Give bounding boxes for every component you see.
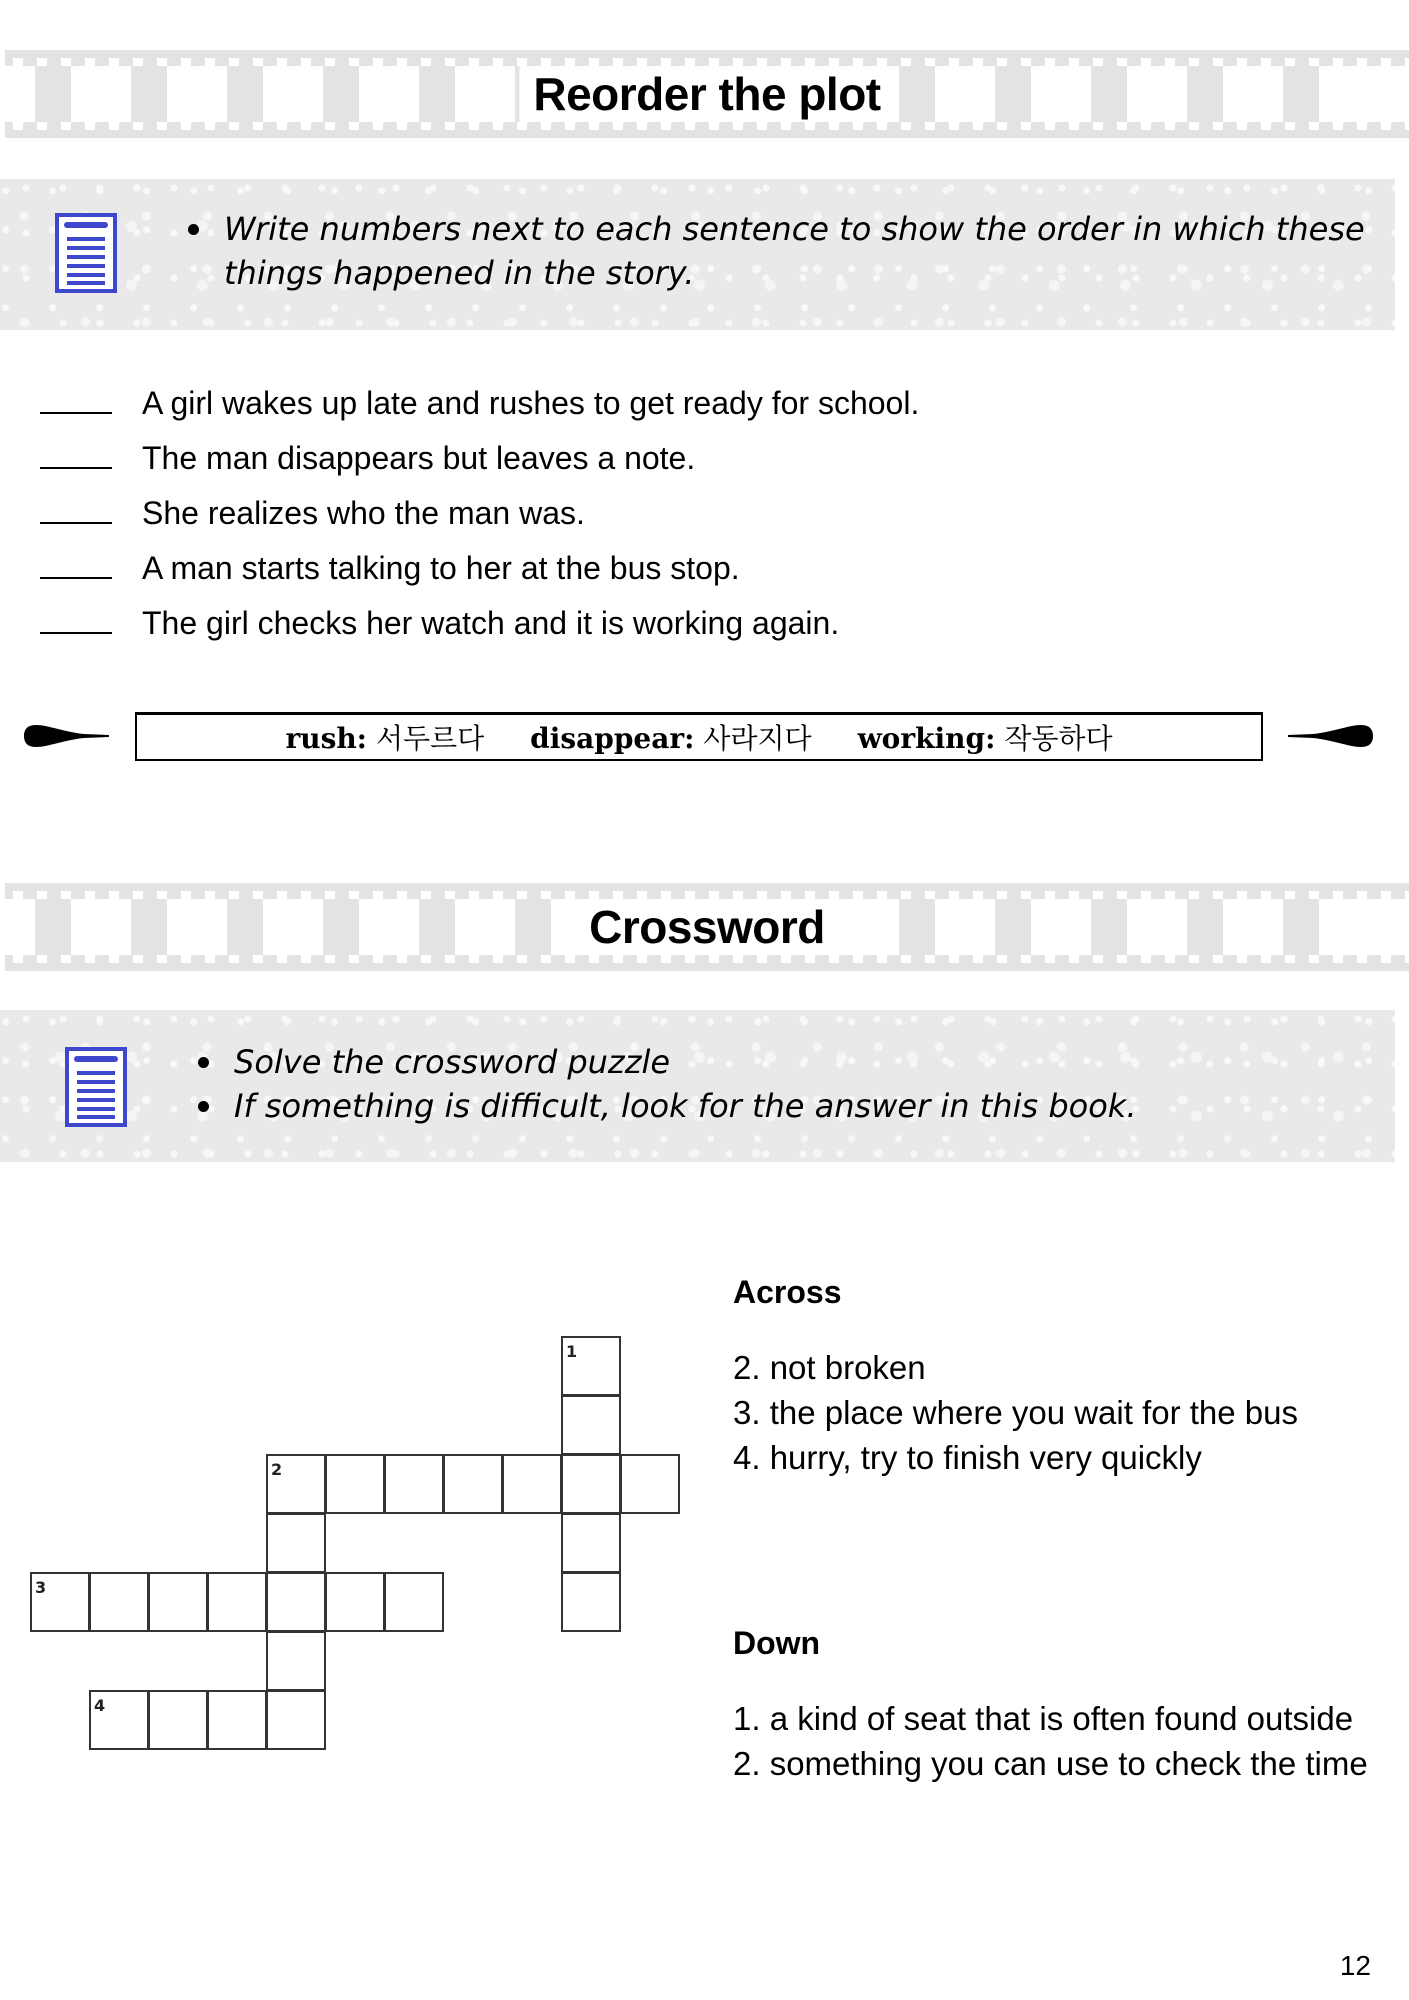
clue-number: 4 bbox=[94, 1696, 106, 1715]
clue-item: 2. something you can use to check the time bbox=[733, 1745, 1368, 1782]
decorative-arrow-left-icon bbox=[24, 721, 114, 751]
vocab-entry: working: 작동하다 bbox=[857, 722, 1113, 755]
crossword-cell[interactable] bbox=[561, 1336, 621, 1396]
order-blank[interactable] bbox=[40, 382, 112, 414]
vocab-entry: disappear: 사라지다 bbox=[530, 722, 812, 755]
plot-item bbox=[40, 547, 919, 602]
crossword-cell[interactable] bbox=[148, 1572, 208, 1632]
film-holes bbox=[5, 891, 1409, 899]
down-heading: Down bbox=[733, 1625, 821, 1661]
down-clues bbox=[733, 1621, 1373, 1786]
crossword-cell[interactable] bbox=[89, 1572, 149, 1632]
document-icon bbox=[65, 1047, 127, 1127]
clue-item: 4. hurry, try to finish very quickly bbox=[733, 1439, 1202, 1476]
order-blank[interactable] bbox=[40, 437, 112, 469]
decorative-arrow-right-icon bbox=[1283, 721, 1373, 751]
clue-item: 1. a kind of seat that is often found outside bbox=[733, 1700, 1354, 1737]
film-holes bbox=[5, 122, 1409, 130]
vocab-entry: rush: 서두르다 bbox=[285, 722, 485, 755]
film-holes bbox=[5, 955, 1409, 963]
crossword-cell[interactable] bbox=[89, 1690, 149, 1750]
clue-number: 3 bbox=[35, 1578, 47, 1597]
crossword-cell[interactable] bbox=[266, 1631, 326, 1691]
crossword-cell[interactable] bbox=[502, 1454, 562, 1514]
film-holes bbox=[5, 58, 1409, 66]
crossword-cell[interactable] bbox=[325, 1454, 385, 1514]
crossword-cell[interactable] bbox=[30, 1572, 90, 1632]
order-blank[interactable] bbox=[40, 602, 112, 634]
page-number: 12 bbox=[1339, 1950, 1371, 1981]
instruction-box bbox=[0, 179, 1395, 330]
clue-number: 1 bbox=[566, 1342, 578, 1361]
crossword-cell[interactable] bbox=[561, 1513, 621, 1573]
plot-sentence: A girl wakes up late and rushes to get ready for school. bbox=[142, 385, 920, 421]
crossword-cell[interactable] bbox=[384, 1572, 444, 1632]
section-banner-crossword bbox=[5, 883, 1409, 971]
order-blank[interactable] bbox=[40, 547, 112, 579]
plot-sentence: The man disappears but leaves a note. bbox=[142, 440, 696, 476]
crossword-cell[interactable] bbox=[443, 1454, 503, 1514]
section-title: Reorder the plot bbox=[519, 66, 894, 122]
instruction-item: Solve the crossword puzzle bbox=[198, 1040, 1378, 1084]
plot-sentence: She realizes who the man was. bbox=[142, 495, 585, 531]
instruction-item: Write numbers next to each sentence to show the order in which these things happened in the story. bbox=[188, 207, 1368, 295]
crossword-cell[interactable] bbox=[266, 1454, 326, 1514]
instruction-box bbox=[0, 1010, 1395, 1162]
across-heading: Across bbox=[733, 1274, 842, 1310]
clue-number: 2 bbox=[271, 1460, 283, 1479]
plot-sentence: A man starts talking to her at the bus stop. bbox=[142, 550, 740, 586]
instruction-list bbox=[188, 207, 1368, 295]
crossword-cell[interactable] bbox=[148, 1690, 208, 1750]
crossword-cell[interactable] bbox=[266, 1690, 326, 1750]
instruction-list bbox=[198, 1040, 1378, 1128]
plot-item bbox=[40, 382, 919, 437]
plot-item bbox=[40, 437, 919, 492]
crossword-cell[interactable] bbox=[384, 1454, 444, 1514]
plot-sentence-list bbox=[40, 382, 919, 657]
across-clues bbox=[733, 1270, 1373, 1480]
plot-sentence: The girl checks her watch and it is working again. bbox=[142, 605, 840, 641]
vocabulary-box bbox=[135, 712, 1263, 761]
crossword-cell[interactable] bbox=[207, 1690, 267, 1750]
instruction-item: If something is difficult, look for the answer in this book. bbox=[198, 1084, 1378, 1128]
crossword-cell[interactable] bbox=[561, 1395, 621, 1455]
crossword-cell[interactable] bbox=[266, 1572, 326, 1632]
plot-item bbox=[40, 602, 919, 657]
clue-item: 3. the place where you wait for the bus bbox=[733, 1394, 1298, 1431]
crossword-cell[interactable] bbox=[325, 1572, 385, 1632]
plot-item bbox=[40, 492, 919, 547]
crossword-cell[interactable] bbox=[207, 1572, 267, 1632]
crossword-cell[interactable] bbox=[266, 1513, 326, 1573]
crossword-cell[interactable] bbox=[620, 1454, 680, 1514]
crossword-cell[interactable] bbox=[561, 1454, 621, 1514]
document-icon bbox=[55, 213, 117, 293]
order-blank[interactable] bbox=[40, 492, 112, 524]
section-title: Crossword bbox=[575, 899, 839, 955]
crossword-cell[interactable] bbox=[561, 1572, 621, 1632]
clue-item: 2. not broken bbox=[733, 1349, 926, 1386]
section-banner-reorder bbox=[5, 50, 1409, 138]
